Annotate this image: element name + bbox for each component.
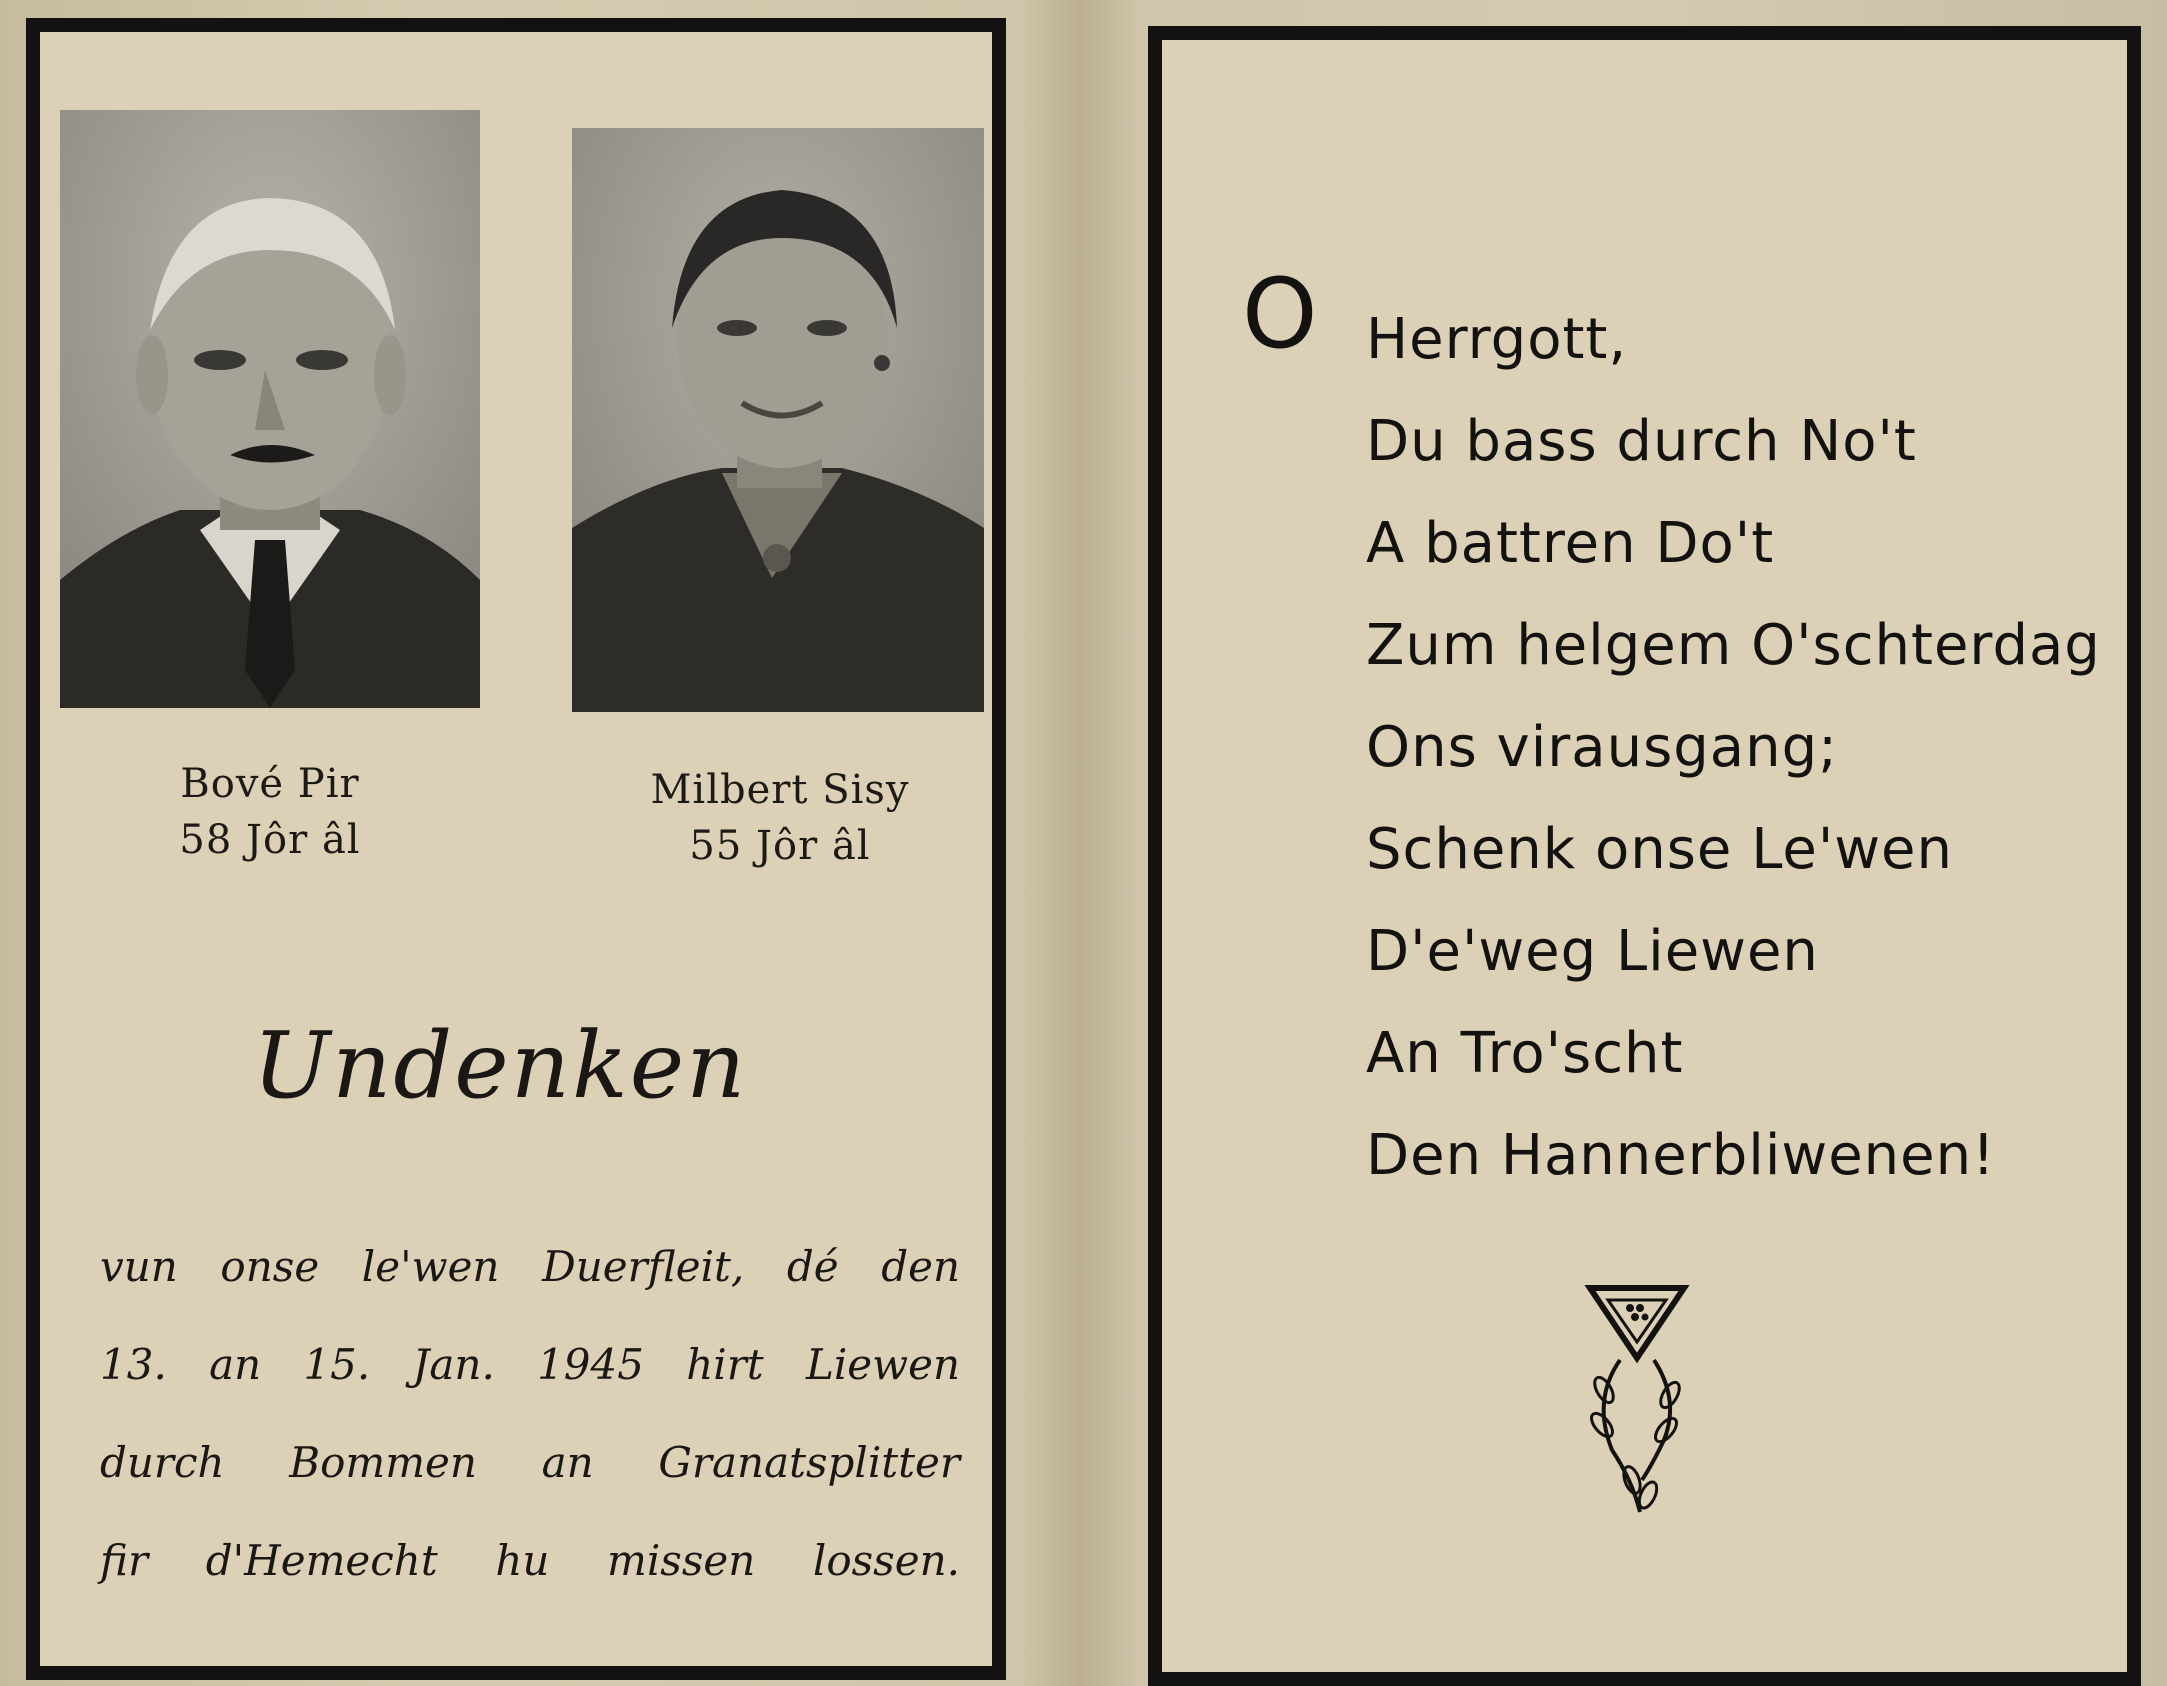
- emblem-v-leaves-icon: [1582, 1280, 1692, 1520]
- person-2-name: Milbert Sisy: [650, 767, 910, 813]
- memorial-text-line: durch Bommen an Granatsplitter: [100, 1438, 960, 1487]
- person-2-age: 55 Jôr âl: [689, 823, 871, 869]
- poem-line: D'e'weg Liewen: [1366, 919, 1819, 984]
- poem-line: An Tro'scht: [1366, 1021, 1684, 1086]
- portrait-photo-man: [60, 110, 480, 708]
- poem-line: Du bass durch No't: [1366, 409, 1917, 474]
- poem-line: Herrgott,: [1366, 307, 1628, 372]
- poem-line: Den Hannerbliwenen!: [1366, 1123, 1996, 1188]
- portrait-photo-woman: [572, 128, 984, 712]
- memorial-text: [100, 1218, 960, 1610]
- poem-line: A battren Do't: [1366, 511, 1775, 576]
- memorial-text-line: fir d'Hemecht hu missen lossen.: [100, 1536, 960, 1585]
- caption-person-2: [570, 762, 990, 874]
- poem-line: Zum helgem O'schterdag: [1366, 613, 2101, 678]
- memorial-card-left: [26, 18, 1006, 1680]
- person-1-name: Bové Pir: [180, 761, 360, 807]
- poem-line: Ons virausgang;: [1366, 715, 1839, 780]
- memorial-title: Undenken: [252, 1012, 748, 1119]
- poem-initial: O: [1242, 258, 1318, 370]
- prayer-poem: [1366, 298, 2126, 1216]
- page-fold: [1020, 0, 1140, 1686]
- memorial-card-right: [1148, 26, 2141, 1686]
- person-1-age: 58 Jôr âl: [179, 817, 361, 863]
- memorial-text-line: vun onse le'wen Duerfleit, dé den: [100, 1242, 960, 1291]
- memorial-text-line: 13. an 15. Jan. 1945 hirt Liewen: [100, 1340, 960, 1389]
- caption-person-1: [80, 756, 460, 868]
- poem-line: Schenk onse Le'wen: [1366, 817, 1953, 882]
